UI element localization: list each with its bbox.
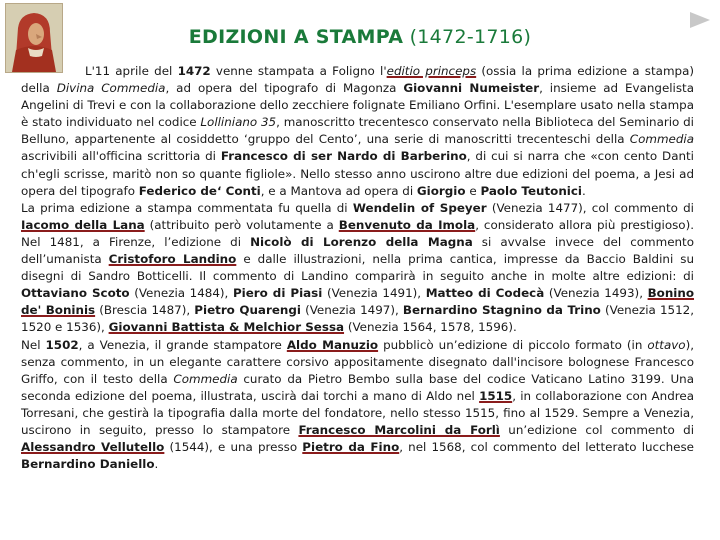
hyperlink[interactable]: Cristoforo Landino: [108, 252, 237, 267]
text-run: L'11 aprile del: [85, 64, 178, 78]
text-run: , e a Mantova ad opera di: [260, 183, 417, 198]
text-run: , ad opera del tipografo di Magonza: [165, 81, 404, 96]
text-run: e dalle illustrazioni, nella prima cantica, impresse da Baccio Baldini su disegni di Sandro Botticelli. Il commento di Landino comparirà in seguito anche in molte altre edizioni: di: [21, 252, 694, 284]
text-run: (1544), e una presso: [164, 440, 303, 455]
text-run: (Venezia 1564, 1578, 1596).: [344, 320, 517, 335]
hyperlink[interactable]: Bonino de' Boninis: [21, 286, 695, 318]
bold-text: Piero di Piasi: [232, 286, 323, 301]
italic-text: Lolliniano 35: [200, 115, 277, 130]
text-run: curato da Pietro Bembo sulla base del codice Vaticano Latino 3199. Una seconda edizione del poema, illustrata, uscirà dai torchi a mano di Aldo nel: [21, 371, 695, 403]
text-run: e: [465, 183, 481, 198]
text-run: , insieme ad Evangelista Angelini di Trevi e con la collaborazione dello zecchiere folignate Emiliano Orfini. L'esemplare usato nella stampa è stato individuato nel codice: [21, 81, 695, 130]
text-run: , a Venezia, il grande stampatore: [78, 337, 287, 352]
hyperlink[interactable]: Iacomo della Lana: [21, 217, 145, 232]
title-main: EDIZIONI A STAMPA: [188, 26, 404, 48]
hyperlink[interactable]: Benvenuto da Imola: [338, 217, 476, 232]
bold-text: Francesco di ser Nardo di Barberino: [220, 149, 467, 164]
hyperlink[interactable]: Pietro da Fino: [302, 440, 400, 455]
text-run: (attribuito però volutamente a: [144, 217, 339, 232]
paragraph: [21, 200, 694, 337]
text-run: (Venezia 1491),: [322, 286, 426, 301]
text-run: , di cui si narra che «con cento Danti ch'egli scrisse, maritò non so quante figliole». Nello stesso anno uscirono altre due edizioni del poema, a Jesi ad opera del tipografo: [21, 149, 694, 198]
text-run: Nel: [21, 337, 46, 352]
title-years: (1472-1716): [409, 26, 532, 48]
bold-text: Bernardino Daniello: [21, 457, 155, 472]
bold-text: 1472: [177, 64, 211, 78]
bold-text: Ottaviano Scoto: [21, 286, 130, 301]
hyperlink[interactable]: Alessandro Vellutello: [21, 440, 165, 455]
text-run: ascrivibili all'officina scrittoria di: [21, 149, 221, 164]
text-run: venne stampata a Foligno l': [210, 64, 387, 78]
text-run: (Venezia 1493),: [544, 286, 648, 301]
text-run: La prima edizione a stampa commentata fu quella di: [21, 200, 353, 215]
text-run: (ossia la prima edizione a stampa) della: [21, 64, 694, 96]
italic-text: ottavo: [647, 337, 686, 352]
text-run: , in collaborazione con Andrea Torresani, che gestirà la tipografia dalla morte del fondatore, nello stesso 1515, fino al 1529. Sempre a Venezia, uscirono in seguito, presso lo stampatore: [21, 388, 694, 437]
bold-text: 1502: [45, 337, 79, 352]
bold-text: Giorgio: [416, 183, 466, 198]
hyperlink[interactable]: Aldo Manuzio: [286, 337, 379, 352]
text-run: (Venezia 1484),: [129, 286, 233, 301]
text-run: (Venezia 1497),: [300, 303, 403, 318]
text-run: , considerato allora più prestigioso). Nel 1481, a Firenze, l’edizione di: [21, 217, 694, 249]
bold-text: Bernardino Stagnino da Trino: [402, 303, 601, 318]
italic-text: Commedia: [629, 132, 694, 147]
text-run: (Brescia 1487),: [95, 303, 195, 318]
bold-text: Giovanni Numeister: [403, 81, 540, 96]
text-run: .: [582, 183, 586, 198]
bold-text: Pietro Quarengi: [194, 303, 301, 318]
bold-text: Paolo Teutonici: [480, 183, 582, 198]
bold-text: Federico de‘ Conti: [138, 183, 261, 198]
body-text: [21, 63, 694, 473]
hyperlink[interactable]: Francesco Marcolini da Forlì: [298, 422, 500, 437]
text-run: (Venezia 1512, 1520 e 1536),: [21, 303, 694, 335]
hyperlink[interactable]: 1515: [479, 388, 513, 403]
text-run: si avvalse invece del commento dell’umanista: [21, 234, 694, 267]
bold-text: Nicolò di Lorenzo della Magna: [250, 234, 473, 249]
text-run: (Venezia 1477), col commento di: [486, 200, 694, 215]
bold-text: Matteo di Codecà: [425, 286, 545, 301]
bold-text: Wendelin of Speyer: [352, 200, 487, 215]
page-title: [0, 26, 720, 48]
text-run: un’edizione col commento di: [499, 422, 694, 437]
paragraph: [21, 63, 694, 200]
hyperlink[interactable]: Giovanni Battista & Melchior Sessa: [108, 320, 345, 335]
text-run: , manoscritto trecentesco conservato nella Biblioteca del Seminario di Belluno, appartenente al cosiddetto ‘gruppo del Cento’, una serie di manoscritti trecenteschi della: [21, 115, 694, 147]
text-run: , nel 1568, col commento del letterato lucchese: [399, 440, 694, 455]
hyperlink[interactable]: editio princeps: [386, 64, 477, 78]
italic-text: Commedia: [173, 371, 238, 386]
text-run: ), senza commento, in un elegante carattere corsivo appositamente disegnato dall'incisore bolognese Francesco Griffo, con il testo della: [21, 337, 694, 386]
text-run: .: [154, 457, 159, 472]
italic-text: Divina Commedia: [56, 81, 166, 96]
text-run: pubblicò un’edizione di piccolo formato (in: [378, 337, 648, 352]
paragraph: [21, 337, 694, 474]
